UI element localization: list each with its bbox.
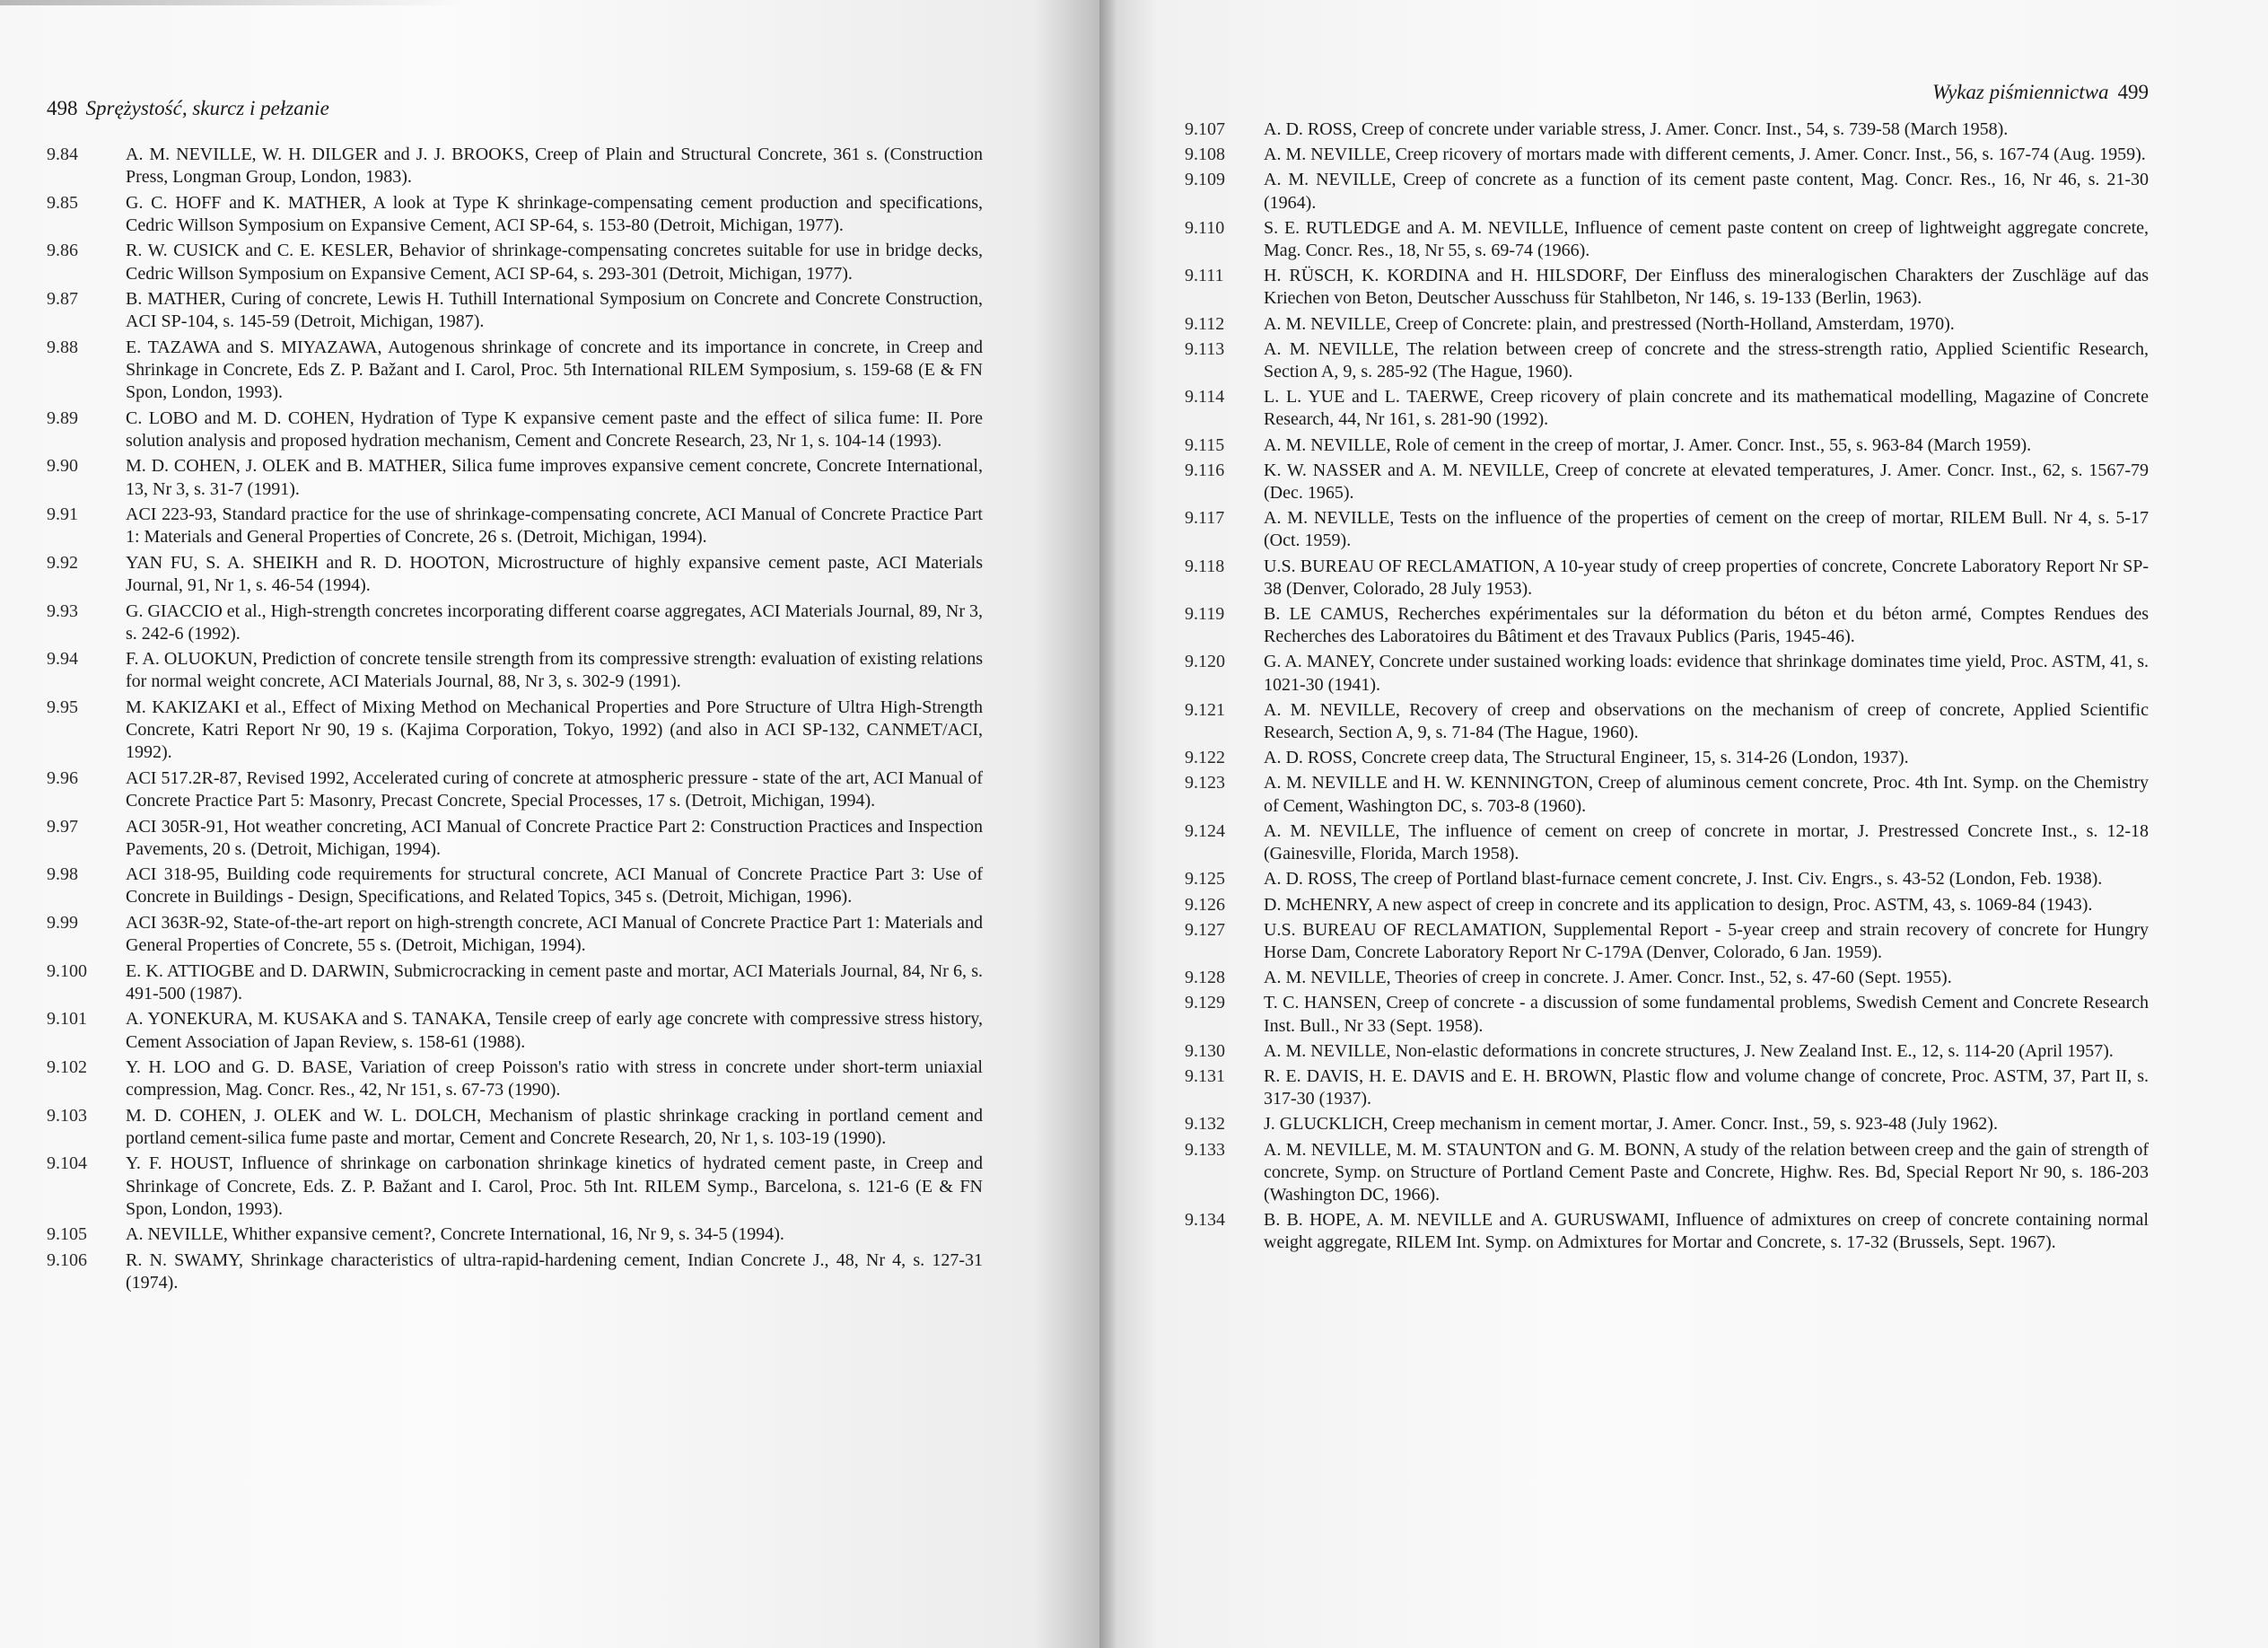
reference-number: 9.100 bbox=[47, 960, 87, 981]
right-reference-list bbox=[1185, 118, 2149, 1255]
reference-entry bbox=[1185, 144, 2149, 166]
reference-number: 9.87 bbox=[47, 289, 78, 310]
reference-text: A. M. NEVILLE, M. M. STAUNTON and G. M. BONN, A study of the relation between creep and the gain of strength of concrete, Symp. on Structure of Portland Cement Paste and Concrete, Highw. Res. Bd, Special Report Nr 90, s. 186-203 (Washington DC, 1966). bbox=[1264, 1139, 2149, 1205]
reference-text: A. D. ROSS, Concrete creep data, The Structural Engineer, 15, s. 314-26 (London, 1937). bbox=[1264, 748, 1909, 768]
reference-text: T. C. HANSEN, Creep of concrete - a discussion of some fundamental problems, Swedish Cement and Concrete Research Inst. Bull., Nr 33 (Sept. 1958). bbox=[1264, 993, 2149, 1036]
reference-number: 9.93 bbox=[47, 600, 78, 621]
reference-number: 9.85 bbox=[47, 192, 78, 213]
reference-number: 9.132 bbox=[1185, 1114, 1225, 1135]
reference-entry bbox=[47, 504, 983, 548]
reference-entry bbox=[1185, 1139, 2149, 1207]
reference-number: 9.88 bbox=[47, 337, 78, 357]
reference-text: A. NEVILLE, Whither expansive cement?, Concrete International, 16, Nr 9, s. 34-5 (1994). bbox=[126, 1224, 784, 1245]
reference-number: 9.134 bbox=[1185, 1210, 1225, 1231]
reference-text: U.S. BUREAU OF RECLAMATION, Supplemental Report - 5-year creep and strain recovery of concrete for Hungry Horse Dam, Concrete Laboratory Report Nr C-179A (Denver, Colorado, 6 Jan. 1959). bbox=[1264, 919, 2149, 962]
reference-entry bbox=[1185, 265, 2149, 310]
reference-entry bbox=[1185, 507, 2149, 552]
reference-entry bbox=[1185, 1209, 2149, 1254]
reference-text: A. M. NEVILLE, Non-elastic deformations in concrete structures, J. New Zealand Inst. E., 12, s. 114-20 (April 1957). bbox=[1264, 1040, 2114, 1061]
reference-number: 9.99 bbox=[47, 912, 78, 933]
reference-text: Y. F. HOUST, Influence of shrinkage on carbonation shrinkage kinetics of hydrated cement paste, in Creep and Shrinkage of Concrete, Eds. Z. P. Bažant and I. Carol, Proc. 5th Int. RILEM Symp., Barcelona, s. 121-6 (E & FN Spon, London, 1993). bbox=[126, 1153, 983, 1219]
reference-text: B. LE CAMUS, Recherches expérimentales sur la déformation du béton et du béton armé, Comptes Rendues des Recherches des Laboratoires du Bâtiment et des Travaux Publics (Paris, 1945-46). bbox=[1264, 604, 2149, 647]
reference-number: 9.129 bbox=[1185, 993, 1225, 1013]
reference-number: 9.124 bbox=[1185, 820, 1225, 841]
reference-text: M. D. COHEN, J. OLEK and W. L. DOLCH, Mechanism of plastic shrinkage cracking in portland cement and portland cement-silica fume paste and mortar, Cement and Concrete Research, 20, Nr 1, s. 103-19 (1990). bbox=[126, 1105, 983, 1148]
reference-entry bbox=[1185, 434, 2149, 457]
left-page-header bbox=[47, 97, 983, 120]
reference-entry bbox=[1185, 919, 2149, 964]
reference-number: 9.116 bbox=[1185, 460, 1225, 480]
left-running-title: Sprężystość, skurcz i pełzanie bbox=[85, 97, 329, 119]
reference-text: J. GLUCKLICH, Creep mechanism in cement mortar, J. Amer. Concr. Inst., 59, s. 923-48 (July 1962). bbox=[1264, 1114, 1998, 1135]
reference-entry bbox=[47, 1056, 983, 1101]
reference-entry bbox=[1185, 992, 2149, 1037]
left-page bbox=[0, 0, 1099, 1648]
reference-entry bbox=[1185, 169, 2149, 214]
right-page bbox=[1099, 0, 2268, 1648]
reference-text: A. D. ROSS, Creep of concrete under variable stress, J. Amer. Concr. Inst., 54, s. 739-58 (March 1958). bbox=[1264, 119, 2009, 139]
reference-number: 9.115 bbox=[1185, 434, 1225, 455]
reference-text: A. M. NEVILLE, Creep ricovery of mortars made with different cements, J. Amer. Concr. Inst., 56, s. 167-74 (Aug. 1959). bbox=[1264, 145, 2146, 165]
reference-text: A. M. NEVILLE, Role of cement in the creep of mortar, J. Amer. Concr. Inst., 55, s. 963-84 (March 1959). bbox=[1264, 434, 2032, 455]
reference-number: 9.110 bbox=[1185, 217, 1225, 238]
reference-number: 9.86 bbox=[47, 241, 78, 261]
reference-entry bbox=[47, 288, 983, 333]
reference-text: A. M. NEVILLE, Recovery of creep and observations on the mechanism of creep of concrete, Applied Scientific Research, Section A, 9, s. 71-84 (The Hague, 1960). bbox=[1264, 699, 2149, 743]
reference-text: YAN FU, S. A. SHEIKH and R. D. HOOTON, Microstructure of highly expansive cement paste, ACI Materials Journal, 91, Nr 1, s. 46-54 (1994). bbox=[126, 552, 983, 596]
reference-number: 9.90 bbox=[47, 456, 78, 477]
reference-number: 9.122 bbox=[1185, 748, 1225, 768]
reference-entry bbox=[1185, 1113, 2149, 1135]
reference-text: L. L. YUE and L. TAERWE, Creep ricovery of plain concrete and its mathematical modelling, Magazine of Concrete Research, 44, Nr 161, s. 281-90 (1992). bbox=[1264, 387, 2149, 430]
reference-number: 9.94 bbox=[47, 649, 78, 670]
reference-text: ACI 517.2R-87, Revised 1992, Accelerated curing of concrete at atmospheric pressure - state of the art, ACI Manual of Concrete Practice Part 5: Masonry, Precast Concrete, Special Processes, 17 s. (Detroit, Michigan, 1994). bbox=[126, 767, 983, 811]
reference-text: G. C. HOFF and K. MATHER, A look at Type K shrinkage-compensating cement production and specifications, Cedric Willson Symposium on Expansive Cement, ACI SP-64, s. 153-80 (Detroit, Michigan, 1977). bbox=[126, 192, 983, 235]
reference-text: A. D. ROSS, The creep of Portland blast-furnace cement concrete, J. Inst. Civ. Engrs., s. 43-52 (London, Feb. 1938). bbox=[1264, 869, 2103, 890]
reference-number: 9.104 bbox=[47, 1153, 87, 1174]
reference-number: 9.103 bbox=[47, 1105, 87, 1126]
reference-text: S. E. RUTLEDGE and A. M. NEVILLE, Influence of cement paste content on creep of lightweight aggregate concrete, Mag. Concr. Res., 18, Nr 55, s. 69-74 (1966). bbox=[1264, 217, 2149, 261]
reference-number: 9.114 bbox=[1185, 387, 1225, 408]
reference-number: 9.102 bbox=[47, 1057, 87, 1078]
reference-entry bbox=[47, 912, 983, 957]
reference-entry bbox=[47, 697, 983, 765]
reference-number: 9.109 bbox=[1185, 170, 1225, 190]
reference-number: 9.101 bbox=[47, 1009, 87, 1030]
reference-entry bbox=[47, 767, 983, 812]
reference-entry bbox=[47, 337, 983, 405]
reference-entry bbox=[47, 960, 983, 1005]
reference-number: 9.121 bbox=[1185, 699, 1225, 720]
reference-number: 9.97 bbox=[47, 816, 78, 837]
reference-text: A. M. NEVILLE and H. W. KENNINGTON, Creep of aluminous cement concrete, Proc. 4th Int. Symp. on the Chemistry of Cement, Washington DC, s. 703-8 (1960). bbox=[1264, 773, 2149, 816]
reference-text: A. M. NEVILLE, Tests on the influence of the properties of cement on the creep of mortar, RILEM Bull. Nr 4, s. 5-17 (Oct. 1959). bbox=[1264, 508, 2149, 551]
right-page-header bbox=[1185, 81, 2149, 104]
reference-text: R. N. SWAMY, Shrinkage characteristics of ultra-rapid-hardening cement, Indian Concrete J., 48, Nr 4, s. 127-31 (1974). bbox=[126, 1249, 983, 1293]
reference-number: 9.128 bbox=[1185, 968, 1225, 988]
reference-number: 9.111 bbox=[1185, 266, 1224, 286]
right-running-title: Wykaz piśmiennictwa bbox=[1931, 81, 2109, 103]
reference-text: F. A. OLUOKUN, Prediction of concrete tensile strength from its compressive strength: evaluation of existing relations for normal weight concrete, ACI Materials Journal, 88, Nr 3, s. 302-9 (1991). bbox=[126, 649, 983, 692]
reference-number: 9.133 bbox=[1185, 1139, 1225, 1160]
reference-number: 9.126 bbox=[1185, 894, 1225, 915]
reference-number: 9.107 bbox=[1185, 119, 1225, 139]
reference-text: E. TAZAWA and S. MIYAZAWA, Autogenous shrinkage of concrete and its importance in concrete, in Creep and Shrinkage in Concrete, Eds Z. P. Bažant and I. Carol, Proc. 5th International RILEM Symposium, s. 159-68 (E & FN Spon, London, 1993). bbox=[126, 337, 983, 403]
reference-entry bbox=[47, 1223, 983, 1246]
reference-text: A. M. NEVILLE, Creep of Concrete: plain, and prestressed (North-Holland, Amsterdam, 1970). bbox=[1264, 313, 1955, 334]
reference-text: ACI 318-95, Building code requirements for structural concrete, ACI Manual of Concrete Practice Part 3: Use of Concrete in Buildings - Design, Specifications, and Related Topics, 345 s. (Detroit, Michigan, 1996). bbox=[126, 864, 983, 907]
reference-entry bbox=[47, 863, 983, 908]
reference-number: 9.96 bbox=[47, 767, 78, 788]
reference-number: 9.105 bbox=[47, 1224, 87, 1245]
reference-entry bbox=[47, 455, 983, 500]
reference-entry bbox=[1185, 967, 2149, 989]
reference-text: B. B. HOPE, A. M. NEVILLE and A. GURUSWAMI, Influence of admixtures on creep of concrete containing normal weight aggregate, RILEM Int. Symp. on Admixtures for Mortar and Concrete, s. 17-32 (Brussels, Sept. 1967). bbox=[1264, 1210, 2149, 1253]
reference-text: K. W. NASSER and A. M. NEVILLE, Creep of concrete at elevated temperatures, J. Amer. Concr. Inst., 62, s. 1567-79 (Dec. 1965). bbox=[1264, 460, 2149, 504]
reference-entry bbox=[1185, 894, 2149, 916]
reference-number: 9.112 bbox=[1185, 313, 1225, 334]
reference-text: B. MATHER, Curing of concrete, Lewis H. Tuthill International Symposium on Concrete and Concrete Construction, ACI SP-104, s. 145-59 (Detroit, Michigan, 1987). bbox=[126, 289, 983, 332]
reference-text: A. M. NEVILLE, W. H. DILGER and J. J. BROOKS, Creep of Plain and Structural Concrete, 361 s. (Construction Press, Longman Group, London, 1983). bbox=[126, 145, 983, 188]
reference-number: 9.91 bbox=[47, 504, 78, 525]
reference-text: G. A. MANEY, Concrete under sustained working loads: evidence that shrinkage dominates time yield, Proc. ASTM, 41, s. 1021-30 (1941). bbox=[1264, 652, 2149, 695]
reference-entry bbox=[47, 1008, 983, 1053]
reference-entry bbox=[1185, 338, 2149, 383]
reference-entry bbox=[1185, 820, 2149, 865]
reference-entry bbox=[47, 1105, 983, 1150]
reference-entry bbox=[47, 816, 983, 861]
reference-entry bbox=[1185, 868, 2149, 890]
left-page-number: 498 bbox=[47, 97, 78, 119]
reference-text: G. GIACCIO et al., High-strength concretes incorporating different coarse aggregates, ACI Materials Journal, 89, Nr 3, s. 242-6 (1992). bbox=[126, 600, 983, 644]
reference-entry bbox=[47, 600, 983, 645]
reference-text: A. M. NEVILLE, Creep of concrete as a function of its cement paste content, Mag. Concr. Res., 16, Nr 46, s. 21-30 (1964). bbox=[1264, 170, 2149, 213]
reference-text: D. McHENRY, A new aspect of creep in concrete and its application to design, Proc. ASTM, 43, s. 1069-84 (1943). bbox=[1264, 894, 2093, 915]
reference-text: R. W. CUSICK and C. E. KESLER, Behavior of shrinkage-compensating concretes suitable for use in bridge decks, Cedric Willson Symposium on Expansive Cement, ACI SP-64, s. 293-301 (Detroit, Michigan, 1977). bbox=[126, 241, 983, 284]
reference-entry bbox=[47, 192, 983, 237]
reference-text: ACI 223-93, Standard practice for the use of shrinkage-compensating concrete, ACI Manual of Concrete Practice Part 1: Materials and General Properties of Concrete, 26 s. (Detroit, Michigan, 1994). bbox=[126, 504, 983, 548]
reference-entry bbox=[47, 648, 983, 693]
reference-number: 9.113 bbox=[1185, 338, 1225, 359]
reference-number: 9.117 bbox=[1185, 508, 1225, 529]
reference-entry bbox=[1185, 1040, 2149, 1063]
reference-number: 9.130 bbox=[1185, 1040, 1225, 1061]
reference-number: 9.120 bbox=[1185, 652, 1225, 672]
reference-entry bbox=[1185, 313, 2149, 336]
reference-text: A. M. NEVILLE, Theories of creep in concrete. J. Amer. Concr. Inst., 52, s. 47-60 (Sept. 1955). bbox=[1264, 968, 1952, 988]
reference-entry bbox=[47, 408, 983, 452]
reference-entry bbox=[1185, 772, 2149, 817]
reference-entry bbox=[1185, 217, 2149, 262]
reference-number: 9.95 bbox=[47, 697, 78, 717]
reference-number: 9.92 bbox=[47, 552, 78, 573]
reference-number: 9.106 bbox=[47, 1249, 87, 1270]
reference-number: 9.131 bbox=[1185, 1065, 1225, 1086]
reference-entry bbox=[47, 144, 983, 188]
reference-number: 9.123 bbox=[1185, 773, 1225, 793]
reference-number: 9.125 bbox=[1185, 869, 1225, 890]
right-page-number: 499 bbox=[2117, 81, 2149, 103]
reference-number: 9.108 bbox=[1185, 145, 1225, 165]
reference-text: ACI 363R-92, State-of-the-art report on high-strength concrete, ACI Manual of Concrete Practice Part 1: Materials and General Properties of Concrete, 55 s. (Detroit, Michigan, 1994). bbox=[126, 912, 983, 956]
scan-edge-mark bbox=[0, 0, 467, 5]
reference-text: H. RÜSCH, K. KORDINA and H. HILSDORF, Der Einfluss des mineralogischen Charakters der Zuschläge auf das Kriechen von Beton, Deutscher Ausschuss für Stahlbeton, Nr 146, s. 19-133 (Berlin, 1963). bbox=[1264, 266, 2149, 309]
reference-entry bbox=[1185, 1065, 2149, 1110]
reference-text: M. KAKIZAKI et al., Effect of Mixing Method on Mechanical Properties and Pore Structure of Ultra High-Strength Concrete, Katri Report Nr 90, 19 s. (Kajima Corporation, Tokyo, 1992) (and also in ACI SP-132, CANMET/ACI, 1992). bbox=[126, 697, 983, 763]
left-reference-list bbox=[47, 144, 983, 1294]
reference-number: 9.98 bbox=[47, 864, 78, 885]
reference-entry bbox=[1185, 603, 2149, 648]
reference-entry bbox=[1185, 699, 2149, 744]
reference-number: 9.84 bbox=[47, 145, 78, 164]
reference-number: 9.89 bbox=[47, 408, 78, 428]
reference-text: U.S. BUREAU OF RECLAMATION, A 10-year study of creep properties of concrete, Concrete Laboratory Report Nr SP-38 (Denver, Colorado, 28 July 1953). bbox=[1264, 556, 2149, 599]
reference-entry bbox=[47, 552, 983, 597]
reference-number: 9.118 bbox=[1185, 556, 1225, 576]
reference-text: R. E. DAVIS, H. E. DAVIS and E. H. BROWN, Plastic flow and volume change of concrete, Proc. ASTM, 37, Part II, s. 317-30 (1937). bbox=[1264, 1065, 2149, 1109]
reference-text: C. LOBO and M. D. COHEN, Hydration of Type K expansive cement paste and the effect of silica fume: II. Pore solution analysis and proposed hydration mechanism, Cement and Concrete Research, 23, Nr 1, s. 104-14 (1993). bbox=[126, 408, 983, 451]
reference-number: 9.127 bbox=[1185, 919, 1225, 940]
reference-entry bbox=[47, 240, 983, 285]
reference-text: Y. H. LOO and G. D. BASE, Variation of creep Poisson's ratio with stress in concrete under short-term uniaxial compression, Mag. Concr. Res., 42, Nr 151, s. 67-73 (1990). bbox=[126, 1057, 983, 1100]
reference-number: 9.119 bbox=[1185, 604, 1225, 625]
reference-entry bbox=[1185, 747, 2149, 769]
reference-text: E. K. ATTIOGBE and D. DARWIN, Submicrocracking in cement paste and mortar, ACI Materials Journal, 84, Nr 6, s. 491-500 (1987). bbox=[126, 960, 983, 1004]
reference-text: A. M. NEVILLE, The influence of cement on creep of concrete in mortar, J. Prestressed Concrete Inst., s. 12-18 (Gainesville, Florida, March 1958). bbox=[1264, 820, 2149, 864]
reference-entry bbox=[1185, 651, 2149, 696]
reference-entry bbox=[1185, 118, 2149, 141]
reference-entry bbox=[1185, 460, 2149, 504]
reference-entry bbox=[1185, 386, 2149, 431]
reference-text: A. M. NEVILLE, The relation between creep of concrete and the stress-strength ratio, Applied Scientific Research, Section A, 9, s. 285-92 (The Hague, 1960). bbox=[1264, 338, 2149, 382]
reference-entry bbox=[47, 1249, 983, 1294]
reference-entry bbox=[1185, 556, 2149, 600]
reference-text: M. D. COHEN, J. OLEK and B. MATHER, Silica fume improves expansive cement concrete, Concrete International, 13, Nr 3, s. 31-7 (1991). bbox=[126, 456, 983, 499]
reference-entry bbox=[47, 1153, 983, 1221]
reference-text: A. YONEKURA, M. KUSAKA and S. TANAKA, Tensile creep of early age concrete with compressive stress history, Cement Association of Japan Review, s. 158-61 (1988). bbox=[126, 1009, 983, 1052]
reference-text: ACI 305R-91, Hot weather concreting, ACI Manual of Concrete Practice Part 2: Construction Practices and Inspection Pavements, 20 s. (Detroit, Michigan, 1994). bbox=[126, 816, 983, 859]
